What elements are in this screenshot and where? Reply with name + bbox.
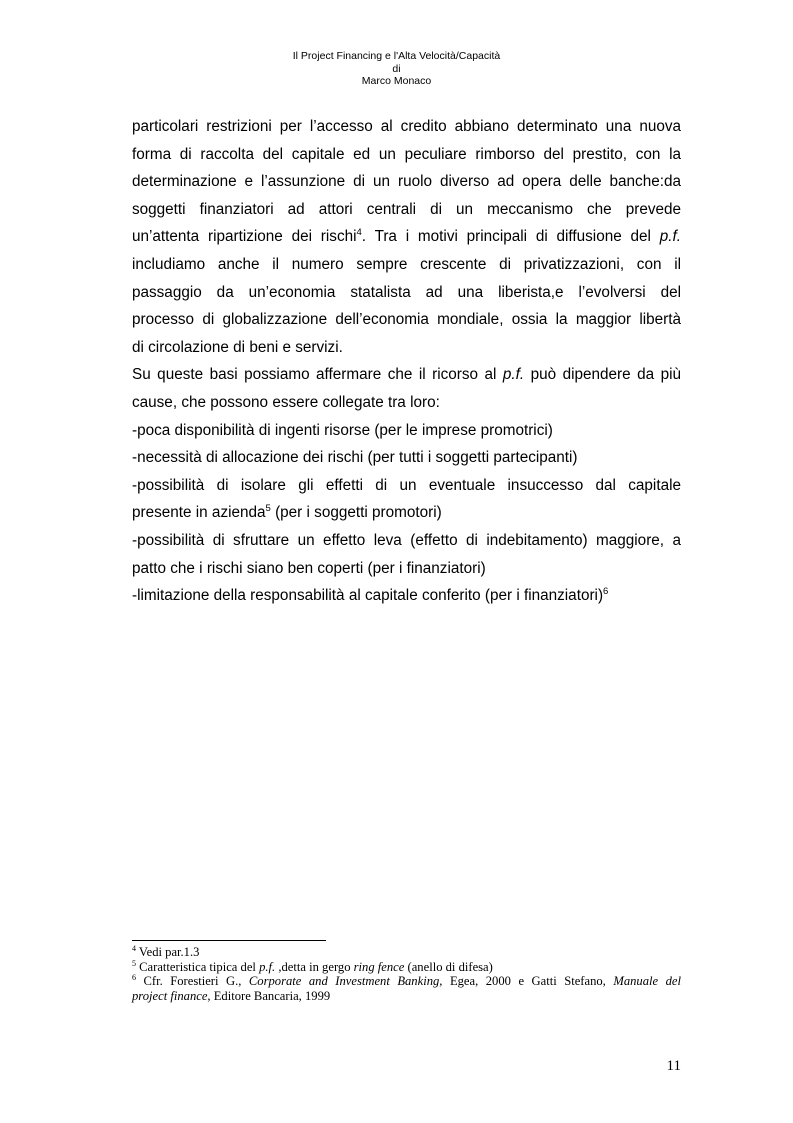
list-item: -necessità di allocazione dei rischi (per tutti i soggetti partecipanti) [132, 449, 578, 467]
footnote-number: 6 [132, 973, 136, 982]
text-line: processo di globalizzazione dell’economia mondiale, ossia la maggior libertà [132, 311, 681, 329]
footnote-5 [132, 960, 681, 975]
footnote-text: , Editore Bancaria, 1999 [207, 988, 331, 1003]
footnote-separator [132, 940, 326, 941]
footnote-italic: project finance [132, 988, 208, 1003]
text-line: determinazione e l’assunzione di un ruolo diverso ad opera delle banche:da [132, 173, 681, 191]
header-author: Marco Monaco [361, 75, 432, 87]
footnote-text: (anello di difesa) [404, 959, 493, 974]
list-item: -possibilità di sfruttare un effetto leva (effetto di indebitamento) maggiore, a [132, 531, 681, 549]
list-item: -possibilità di isolare gli effetti di un eventuale insuccesso dal capitale [132, 476, 681, 494]
text-line: forma di raccolta del capitale ed un peculiare rimborso del prestito, con la [132, 145, 681, 163]
italic-abbrev: p.f. [659, 228, 681, 246]
header-title: Il Project Financing e l'Alta Velocità/Capacità [292, 50, 501, 62]
footnote-6 [132, 974, 681, 989]
text-span: può dipendere da più [524, 366, 681, 384]
footnote-ref-4: 4 [356, 227, 362, 239]
footnote-italic: Manuale del [613, 974, 681, 988]
footnote-number: 5 [132, 958, 136, 968]
text-span: -limitazione della responsabilità al capitale conferito (per i finanziatori) [132, 587, 604, 605]
text-line: particolari restrizioni per l’accesso al credito abbiano determinato una nuova [132, 118, 681, 135]
footnote-italic: Corporate and Investment Banking [248, 974, 440, 988]
list-item: patto che i rischi siano ben coperti (per i finanziatori) [132, 559, 486, 577]
text-line: soggetti finanziatori ad attori centrali di un meccanismo che prevede [132, 200, 681, 218]
footnote-text: , Egea, 2000 e Gatti Stefano, [439, 974, 614, 988]
footnote-italic: ring fence [353, 959, 405, 974]
text-line: di circolazione di beni e servizi. [132, 338, 343, 356]
text-line: includiamo anche il numero sempre crescente di privatizzazioni, con il [132, 255, 681, 273]
footnote-number: 4 [132, 944, 136, 953]
footnote-ref-6: 6 [603, 586, 609, 598]
text-span: un’attenta ripartizione dei rischi [132, 228, 357, 246]
text-line [132, 361, 681, 389]
footnote-ref-5: 5 [265, 503, 271, 515]
text-span: presente in azienda [132, 504, 266, 522]
header-by: di [392, 62, 401, 75]
text-line [132, 223, 681, 251]
footnote-italic: p.f. [259, 959, 276, 974]
footnotes [132, 945, 681, 1003]
list-item: -poca disponibilità di ingenti risorse (per le imprese promotrici) [132, 421, 553, 439]
footnote-text: Cfr. Forestieri G., [136, 974, 249, 988]
list-item [132, 499, 681, 527]
list-item [132, 582, 681, 610]
footnote-text: Vedi par.1.3 [136, 945, 200, 959]
text-span: . Tra i motivi principali di diffusione del [361, 228, 660, 246]
page-number: 11 [666, 1058, 681, 1074]
text-line: cause, che possono essere collegate tra loro: [132, 393, 440, 411]
footnote-6-continued [132, 989, 681, 1004]
italic-abbrev: p.f. [502, 366, 525, 384]
footnote-text: ,detta in gergo [275, 959, 354, 974]
text-line: passaggio da un’economia statalista ad una liberista,e l’evolversi del [132, 283, 681, 301]
main-text [132, 113, 681, 610]
text-span: Su queste basi possiamo affermare che il ricorso al [132, 366, 503, 384]
text-span: (per i soggetti promotori) [270, 504, 442, 522]
footnote-text: Caratteristica tipica del [136, 959, 260, 974]
footnote-4 [132, 945, 681, 960]
running-header [0, 50, 793, 88]
